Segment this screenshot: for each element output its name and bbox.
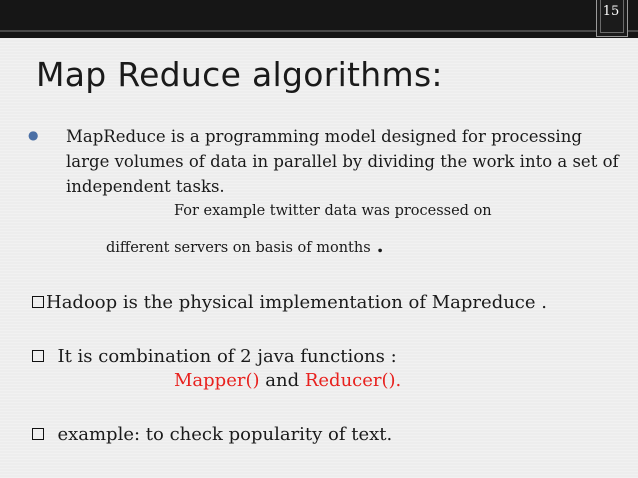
bullet-dot-icon: ●	[28, 128, 39, 142]
checkbox-icon	[32, 428, 44, 440]
checkbox-icon	[32, 350, 44, 362]
checkbox-icon	[32, 296, 44, 308]
example-text-line-2-body: different servers on basis of months	[106, 240, 371, 256]
checklist-item-hadoop	[32, 292, 547, 313]
functions-line	[174, 370, 401, 391]
header-bar	[0, 0, 638, 38]
reducer-function: Reducer()	[304, 370, 396, 391]
checklist-item-text: example: to check popularity of text.	[57, 424, 393, 445]
checklist-item-text: Hadoop is the physical implementation of Mapreduce .	[46, 292, 547, 313]
slide-number: 15	[602, 4, 620, 19]
mapper-function: Mapper()	[174, 370, 260, 391]
slide-title: Map Reduce algorithms:	[36, 55, 443, 94]
bullet-text: MapReduce is a programming model designed for processing large volumes of data in parallel by dividing the work into a set of independent tasks.	[66, 127, 619, 196]
functions-and: and	[265, 370, 300, 391]
checklist-item-text: It is combination of 2 java functions :	[57, 346, 397, 367]
example-text-line-1: For example twitter data was processed on	[174, 203, 492, 219]
checklist-item-combination	[32, 346, 397, 367]
functions-period: .	[395, 370, 402, 391]
example-text-line-2	[106, 233, 384, 257]
example-period: .	[376, 233, 384, 257]
header-divider	[0, 30, 638, 32]
checklist-item-example	[32, 424, 392, 445]
